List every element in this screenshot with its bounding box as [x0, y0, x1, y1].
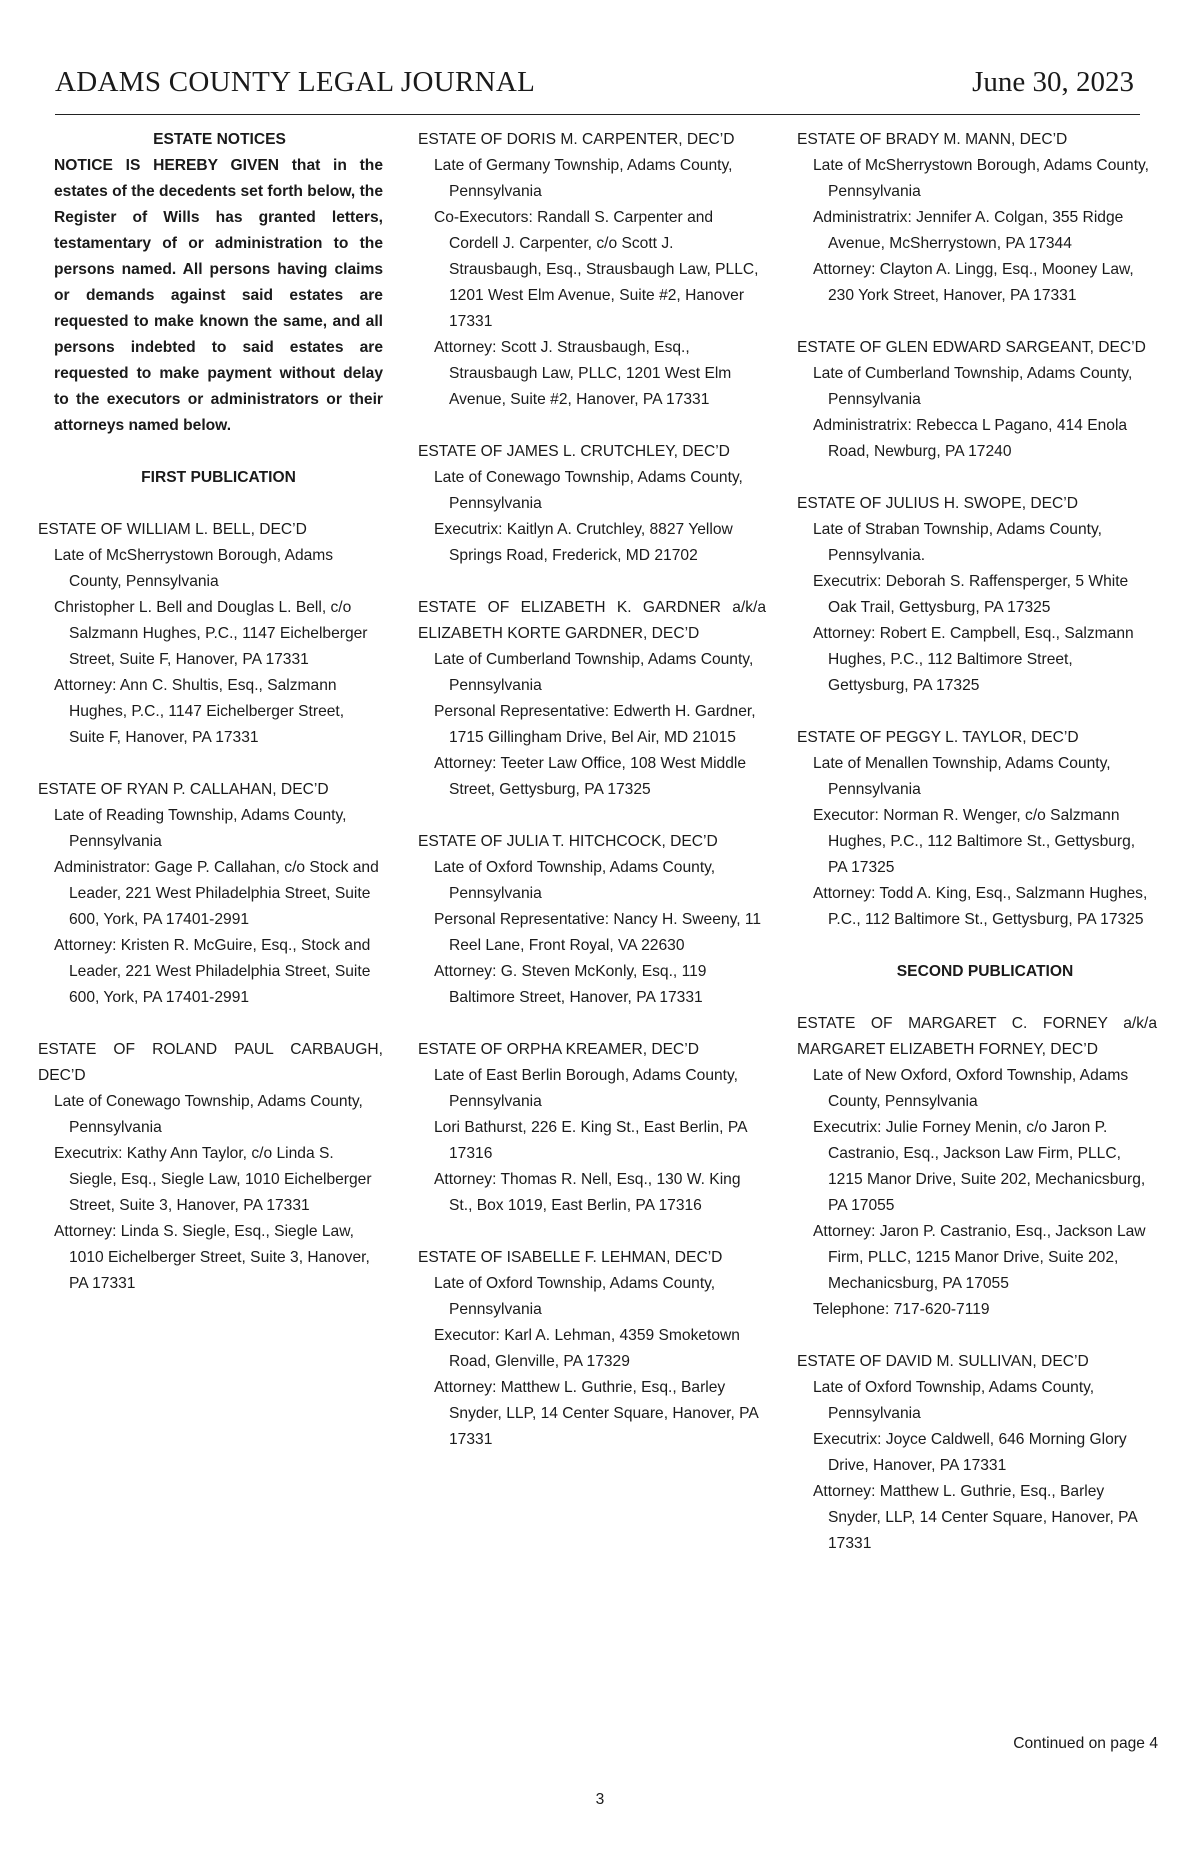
estate-detail: Telephone: 717-620-7119: [813, 1301, 990, 1318]
estate-title: ESTATE OF PEGGY L. TAYLOR, DEC’D: [797, 729, 1079, 746]
estate-detail: Attorney: Todd A. King, Esq., Salzmann Hughes, P.C., 112 Baltimore St., Gettysburg, PA 17325: [813, 885, 1148, 928]
estate-detail: Executrix: Kaitlyn A. Crutchley, 8827 Yellow Springs Road, Frederick, MD 21702: [434, 521, 733, 564]
estate-detail: Administrator: Gage P. Callahan, c/o Stock and Leader, 221 West Philadelphia Street, Suite 600, York, PA 17401-2991: [54, 859, 379, 928]
estate-notice: [418, 595, 766, 803]
estate-detail: Attorney: Jaron P. Castranio, Esq., Jackson Law Firm, PLLC, 1215 Manor Drive, Suite 202, Mechanicsburg, PA 17055: [813, 1223, 1146, 1292]
estate-title: ESTATE OF BRADY M. MANN, DEC’D: [797, 131, 1068, 148]
estate-detail: Late of Oxford Township, Adams County, Pennsylvania: [434, 859, 716, 902]
estate-detail: Administratrix: Jennifer A. Colgan, 355 Ridge Avenue, McSherrystown, PA 17344: [813, 209, 1124, 252]
estate-detail: Executrix: Deborah S. Raffensperger, 5 White Oak Trail, Gettysburg, PA 17325: [813, 573, 1129, 616]
estate-notice: [797, 491, 1157, 699]
estate-title: ESTATE OF ELIZABETH K. GARDNER a/k/a ELIZABETH KORTE GARDNER, DEC’D: [418, 599, 766, 642]
estate-notice: [797, 1011, 1157, 1323]
estate-title: ESTATE OF MARGARET C. FORNEY a/k/a MARGARET ELIZABETH FORNEY, DEC’D: [797, 1015, 1157, 1058]
estate-detail: Personal Representative: Edwerth H. Gardner, 1715 Gillingham Drive, Bel Air, MD 21015: [434, 703, 756, 746]
estate-detail: Attorney: Kristen R. McGuire, Esq., Stock and Leader, 221 West Philadelphia Street, Suite 600, York, PA 17401-2991: [54, 937, 371, 1006]
issue-date: June 30, 2023: [972, 66, 1134, 98]
estate-title: ESTATE OF JULIUS H. SWOPE, DEC’D: [797, 495, 1079, 512]
notices-heading: ESTATE NOTICES: [153, 131, 286, 148]
estate-notice: [38, 1037, 383, 1297]
estate-detail: Attorney: Linda S. Siegle, Esq., Siegle Law, 1010 Eichelberger Street, Suite 3, Hanover, PA 17331: [54, 1223, 370, 1292]
estate-notice: [418, 127, 766, 413]
estate-title: ESTATE OF ROLAND PAUL CARBAUGH, DEC’D: [38, 1041, 383, 1084]
estate-notice: [797, 1349, 1157, 1557]
estate-detail: Late of Cumberland Township, Adams County, Pennsylvania: [434, 651, 754, 694]
estate-title: ESTATE OF JAMES L. CRUTCHLEY, DEC’D: [418, 443, 730, 460]
estate-detail: Late of McSherrystown Borough, Adams County, Pennsylvania: [54, 547, 334, 590]
estate-detail: Late of Cumberland Township, Adams County, Pennsylvania: [813, 365, 1133, 408]
first-publication-heading: FIRST PUBLICATION: [141, 469, 296, 486]
estate-title: ESTATE OF JULIA T. HITCHCOCK, DEC’D: [418, 833, 718, 850]
estate-detail: Christopher L. Bell and Douglas L. Bell, c/o Salzmann Hughes, P.C., 1147 Eichelberger Street, Suite F, Hanover, PA 17331: [54, 599, 368, 668]
estate-detail: Attorney: Matthew L. Guthrie, Esq., Barley Snyder, LLP, 14 Center Square, Hanover, PA 17331: [813, 1483, 1137, 1552]
estate-notice: [38, 777, 383, 1011]
estate-title: ESTATE OF RYAN P. CALLAHAN, DEC’D: [38, 781, 329, 798]
estate-title: ESTATE OF ORPHA KREAMER, DEC’D: [418, 1041, 700, 1058]
column-1: [38, 127, 383, 1323]
estate-detail: Late of McSherrystown Borough, Adams County, Pennsylvania: [813, 157, 1150, 200]
estate-notice: [418, 829, 766, 1011]
column-2: [418, 127, 766, 1479]
estate-detail: Late of Oxford Township, Adams County, Pennsylvania: [434, 1275, 716, 1318]
second-publication-heading: SECOND PUBLICATION: [896, 963, 1074, 980]
journal-title: ADAMS COUNTY LEGAL JOURNAL: [55, 66, 536, 98]
estate-detail: Attorney: Robert E. Campbell, Esq., Salzmann Hughes, P.C., 112 Baltimore Street, Gettysburg, PA 17325: [813, 625, 1134, 694]
estate-detail: Attorney: Thomas R. Nell, Esq., 130 W. King St., Box 1019, East Berlin, PA 17316: [434, 1171, 741, 1214]
estate-title: ESTATE OF DAVID M. SULLIVAN, DEC’D: [797, 1353, 1089, 1370]
estate-notice: [418, 1245, 766, 1453]
estate-detail: Late of Oxford Township, Adams County, Pennsylvania: [813, 1379, 1095, 1422]
estate-detail: Late of East Berlin Borough, Adams County, Pennsylvania: [434, 1067, 738, 1110]
estate-title: ESTATE OF ISABELLE F. LEHMAN, DEC’D: [418, 1249, 723, 1266]
estate-notice: [797, 335, 1157, 465]
notices-intro: NOTICE IS HEREBY GIVEN that in the estates of the decedents set forth below, the Register of Wills has granted letters, testamentary of or administration to the persons named. All persons having claims or demands against said estates are requested to make known the same, and all persons indebted to said estates are requested to make payment without delay to the executors or administrators or their attorneys named below.: [54, 157, 383, 434]
page-number: 3: [595, 1791, 605, 1808]
estate-detail: Executrix: Joyce Caldwell, 646 Morning Glory Drive, Hanover, PA 17331: [813, 1431, 1127, 1474]
estate-detail: Personal Representative: Nancy H. Sweeny, 11 Reel Lane, Front Royal, VA 22630: [434, 911, 762, 954]
column-3: [797, 127, 1157, 1583]
estate-detail: Lori Bathurst, 226 E. King St., East Berlin, PA 17316: [434, 1119, 747, 1162]
estate-detail: Late of Reading Township, Adams County, Pennsylvania: [54, 807, 347, 850]
estate-detail: Administratrix: Rebecca L Pagano, 414 Enola Road, Newburg, PA 17240: [813, 417, 1128, 460]
estate-notice: [38, 517, 383, 751]
journal-header: [55, 66, 1140, 115]
estate-notice: [797, 725, 1157, 933]
estate-title: ESTATE OF GLEN EDWARD SARGEANT, DEC’D: [797, 339, 1146, 356]
estate-detail: Attorney: Scott J. Strausbaugh, Esq., Strausbaugh Law, PLLC, 1201 West Elm Avenue, Suite #2, Hanover, PA 17331: [434, 339, 732, 408]
estate-detail: Co-Executors: Randall S. Carpenter and Cordell J. Carpenter, c/o Scott J. Strausbaugh, Esq., Strausbaugh Law, PLLC, 1201 West Elm Avenue, Suite #2, Hanover 17331: [434, 209, 759, 330]
estate-detail: Late of Conewago Township, Adams County, Pennsylvania: [434, 469, 743, 512]
estate-detail: Executor: Norman R. Wenger, c/o Salzmann Hughes, P.C., 112 Baltimore St., Gettysburg, PA 17325: [813, 807, 1136, 876]
estate-detail: Attorney: Matthew L. Guthrie, Esq., Barley Snyder, LLP, 14 Center Square, Hanover, PA 17331: [434, 1379, 758, 1448]
estate-detail: Executor: Karl A. Lehman, 4359 Smoketown Road, Glenville, PA 17329: [434, 1327, 740, 1370]
estate-detail: Late of Germany Township, Adams County, Pennsylvania: [434, 157, 733, 200]
estate-title: ESTATE OF DORIS M. CARPENTER, DEC’D: [418, 131, 735, 148]
estate-detail: Late of Conewago Township, Adams County, Pennsylvania: [54, 1093, 363, 1136]
estate-detail: Executrix: Julie Forney Menin, c/o Jaron P. Castranio, Esq., Jackson Law Firm, PLLC, 1215 Manor Drive, Suite 202, Mechanicsburg, PA 17055: [813, 1119, 1146, 1214]
estate-title: ESTATE OF WILLIAM L. BELL, DEC’D: [38, 521, 307, 538]
continued-note: Continued on page 4: [1013, 1735, 1158, 1752]
estate-detail: Attorney: Ann C. Shultis, Esq., Salzmann Hughes, P.C., 1147 Eichelberger Street, Suite F, Hanover, PA 17331: [54, 677, 345, 746]
estate-detail: Attorney: Clayton A. Lingg, Esq., Mooney Law, 230 York Street, Hanover, PA 17331: [813, 261, 1134, 304]
estate-notice: [418, 439, 766, 569]
estate-notice: [797, 127, 1157, 309]
estate-detail: Attorney: Teeter Law Office, 108 West Middle Street, Gettysburg, PA 17325: [434, 755, 747, 798]
estate-detail: Late of New Oxford, Oxford Township, Adams County, Pennsylvania: [813, 1067, 1129, 1110]
estate-detail: Attorney: G. Steven McKonly, Esq., 119 Baltimore Street, Hanover, PA 17331: [434, 963, 707, 1006]
estate-detail: Late of Straban Township, Adams County, Pennsylvania.: [813, 521, 1102, 564]
estate-detail: Late of Menallen Township, Adams County, Pennsylvania: [813, 755, 1111, 798]
estate-detail: Executrix: Kathy Ann Taylor, c/o Linda S. Siegle, Esq., Siegle Law, 1010 Eichelberger Street, Suite 3, Hanover, PA 17331: [54, 1145, 372, 1214]
estate-notice: [418, 1037, 766, 1219]
